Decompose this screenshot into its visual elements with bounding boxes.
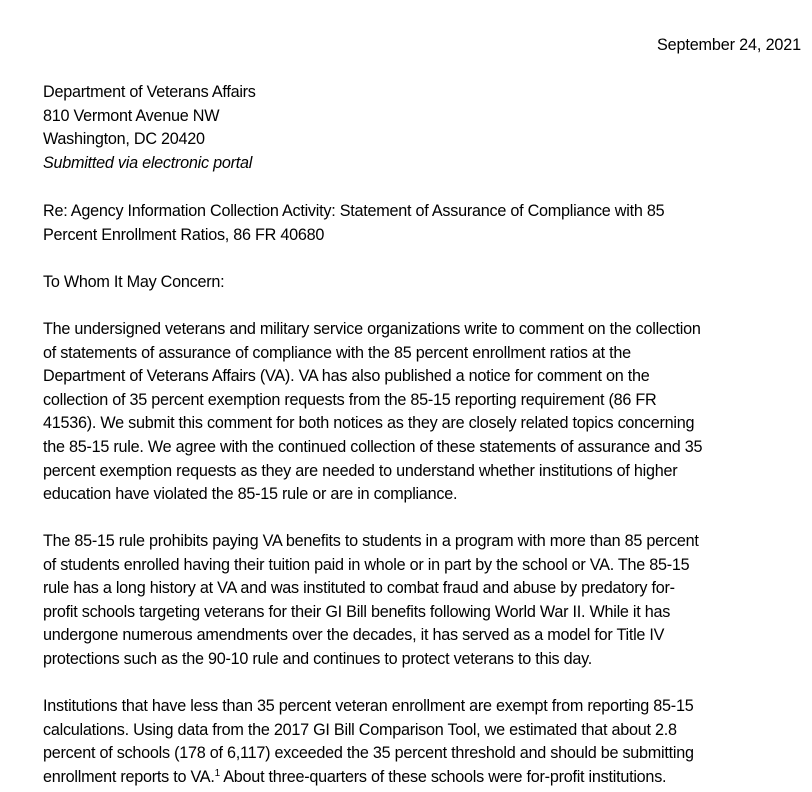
paragraph-3 xyxy=(43,695,694,789)
salutation-text: To Whom It May Concern: xyxy=(43,273,225,291)
letter-date: September 24, 2021 xyxy=(657,36,801,54)
subject-line xyxy=(43,200,664,247)
paragraph-line: The 85-15 rule prohibits paying VA benefits to students in a program with more than 85 percent xyxy=(43,532,699,550)
subject-line-1: Re: Agency Information Collection Activity: Statement of Assurance of Compliance with 85 xyxy=(43,202,665,220)
footnote-marker[interactable]: 1 xyxy=(214,767,220,779)
subject-line-2: Percent Enrollment Ratios, 86 FR 40680 xyxy=(43,225,325,244)
paragraph-line: the 85-15 rule. We agree with the continued collection of these statements of assurance and 35 xyxy=(43,437,703,456)
paragraph-line: Institutions that have less than 35 percent veteran enrollment are exempt from reporting 85-15 xyxy=(43,697,694,715)
paragraph-2 xyxy=(43,530,699,672)
paragraph-line: protections such as the 90-10 rule and continues to protect veterans to this day. xyxy=(43,649,593,668)
paragraph-line: calculations. Using data from the 2017 GI Bill Comparison Tool, we estimated that about 2.8 xyxy=(43,720,677,739)
recipient-street: 810 Vermont Avenue NW xyxy=(43,106,220,125)
paragraph-1 xyxy=(43,318,702,507)
paragraph-line: Department of Veterans Affairs (VA). VA has also published a notice for comment on the xyxy=(43,367,650,386)
paragraph-line: undergone numerous amendments over the decades, it has served as a model for Title IV xyxy=(43,626,665,645)
text-after-footnote: About three-quarters of these schools were for-profit institutions. xyxy=(219,767,667,786)
paragraph-line: percent of schools (178 of 6,117) exceeded the 35 percent threshold and should be submitting xyxy=(43,744,694,763)
recipient-city-state-zip: Washington, DC 20420 xyxy=(43,130,205,149)
paragraph-line-with-footnote xyxy=(43,766,694,790)
paragraph-line: The undersigned veterans and military service organizations write to comment on the collection xyxy=(43,320,701,338)
paragraph-line: profit schools targeting veterans for their GI Bill benefits following World War II. While it has xyxy=(43,602,671,621)
recipient-address xyxy=(43,81,256,175)
paragraph-line: 41536). We submit this comment for both notices as they are closely related topics concerning xyxy=(43,414,695,433)
paragraph-line: education have violated the 85-15 rule or are in compliance. xyxy=(43,485,458,504)
paragraph-line: of students enrolled having their tuition paid in whole or in part by the school or VA. The 85-15 xyxy=(43,555,690,574)
paragraph-line: collection of 35 percent exemption requests from the 85-15 reporting requirement (86 FR xyxy=(43,390,657,409)
recipient-name: Department of Veterans Affairs xyxy=(43,83,256,101)
paragraph-line: percent exemption requests as they are needed to understand whether institutions of higher xyxy=(43,461,678,480)
salutation xyxy=(43,271,224,295)
paragraph-line: of statements of assurance of compliance with the 85 percent enrollment ratios at the xyxy=(43,343,631,362)
submission-note: Submitted via electronic portal xyxy=(43,153,253,172)
text-before-footnote: enrollment reports to VA. xyxy=(43,767,215,786)
paragraph-line: rule has a long history at VA and was instituted to combat fraud and abuse by predatory for- xyxy=(43,579,675,598)
